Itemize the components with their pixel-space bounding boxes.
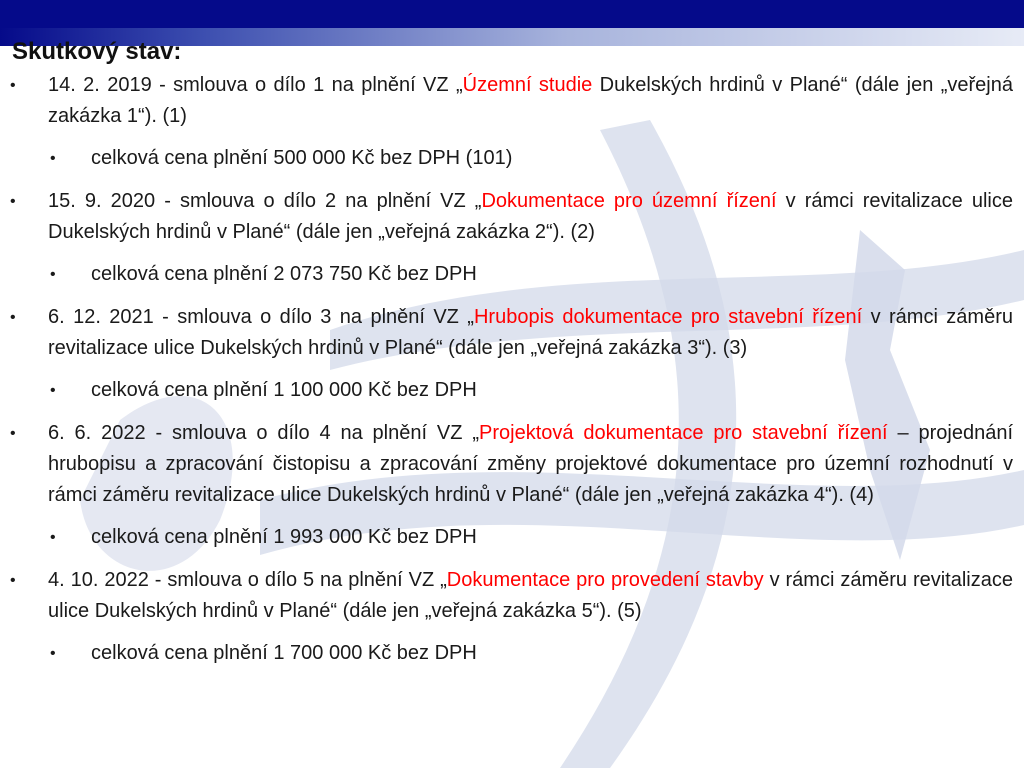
list-item-contract-2: [0, 186, 1013, 248]
item-text: 6. 12. 2021 - smlouva o dílo 3 na plnění VZ „: [48, 306, 474, 328]
bullet-icon: •: [10, 572, 16, 589]
list-item-contract-5: [0, 565, 1013, 627]
bullet-icon: •: [50, 150, 56, 167]
bullet-icon: •: [50, 529, 56, 546]
list-item-contract-4: [0, 418, 1013, 511]
bullet-icon: •: [50, 382, 56, 399]
bullet-icon: •: [50, 645, 56, 662]
bullet-icon: •: [50, 266, 56, 283]
item-text-rest: – projednání hrubopisu a zpracování čistopisu a zpracování změny projektové dokumentace pro územní rozhodnutí v rámci záměru revitalizace ulice Dukelských hrdinů v Plané“ (dále jen „veřejná zakázka 4“). (4): [48, 422, 1013, 506]
item-highlight: Dokumentace pro územní řízení: [481, 190, 777, 212]
item-text-rest: Dukelských hrdinů v Plané“ (dále jen „veřejná zakázka 1“). (1): [48, 74, 1013, 127]
item-highlight: Dokumentace pro provedení stavby: [446, 569, 764, 591]
item-text: 14. 2. 2019 - smlouva o dílo 1 na plnění VZ „: [48, 74, 463, 96]
sub-item-price-3: [0, 375, 1024, 406]
slide-title: Skutkový stav:: [12, 38, 182, 65]
fact-list: [0, 70, 1024, 681]
item-text: 6. 6. 2022 - smlouva o dílo 4 na plnění VZ „: [48, 422, 480, 444]
bullet-icon: •: [10, 425, 16, 442]
list-item-contract-1: [0, 70, 1013, 132]
sub-item-text: celková cena plnění 1 100 000 Kč bez DPH: [91, 379, 477, 401]
item-text-rest: v rámci revitalizace ulice Dukelských hrdinů v Plané“ (dále jen „veřejná zakázka 2“). (2): [48, 190, 1013, 243]
item-text-rest: v rámci záměru revitalizace ulice Dukelských hrdinů v Plané“ (dále jen „veřejná zakázka 3“). (3): [48, 306, 1013, 359]
sub-item-text: celková cena plnění 1 700 000 Kč bez DPH: [91, 642, 477, 664]
list-item-contract-3: [0, 302, 1013, 364]
item-text: 4. 10. 2022 - smlouva o dílo 5 na plnění VZ „: [48, 569, 447, 591]
sub-item-price-4: [0, 522, 1024, 553]
bullet-icon: •: [10, 309, 16, 326]
sub-item-text: celková cena plnění 2 073 750 Kč bez DPH: [91, 263, 477, 285]
sub-item-price-5: [0, 638, 1024, 669]
bullet-icon: •: [10, 77, 16, 94]
item-text: 15. 9. 2020 - smlouva o dílo 2 na plnění VZ „: [48, 190, 482, 212]
item-highlight: Projektová dokumentace pro stavební řízení: [479, 422, 888, 444]
sub-item-text: celková cena plnění 1 993 000 Kč bez DPH: [91, 526, 477, 548]
item-text-rest: v rámci záměru revitalizace ulice Dukelských hrdinů v Plané“ (dále jen „veřejná zakázka 5“). (5): [48, 569, 1013, 622]
sub-item-text: celková cena plnění 500 000 Kč bez DPH (101): [91, 147, 513, 169]
sub-item-price-1: [0, 143, 1024, 174]
sub-item-price-2: [0, 259, 1024, 290]
item-highlight: Hrubopis dokumentace pro stavební řízení: [473, 306, 863, 328]
item-highlight: Územní studie: [462, 74, 593, 96]
bullet-icon: •: [10, 193, 16, 210]
